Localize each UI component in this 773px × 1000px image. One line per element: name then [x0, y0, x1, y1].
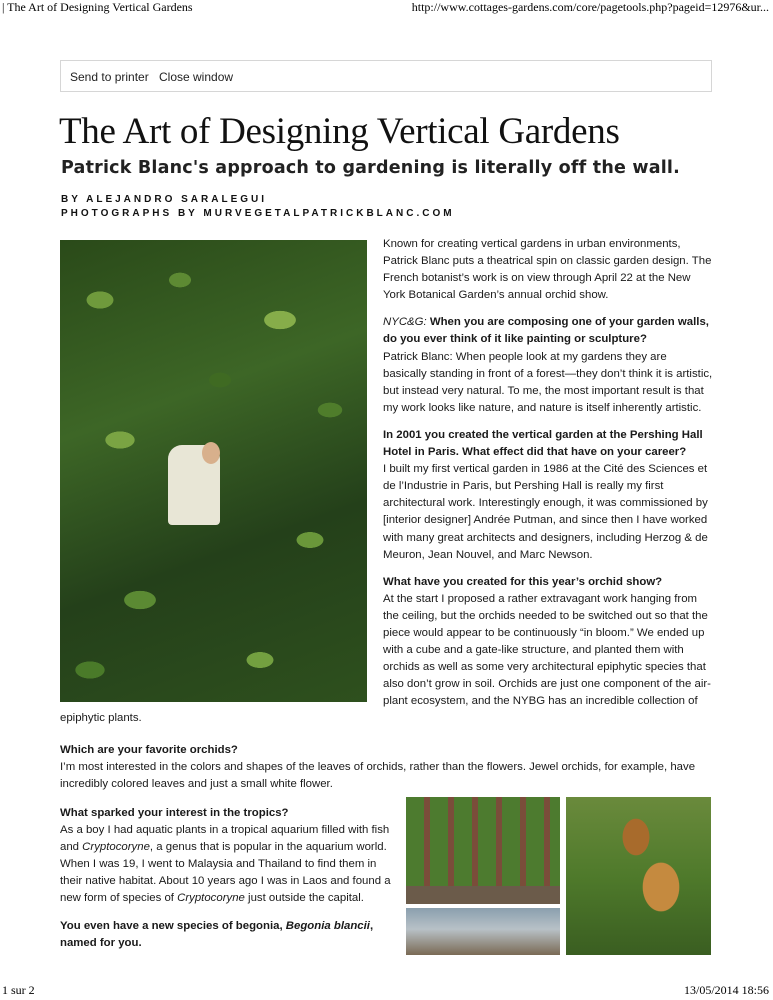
question-3: What have you created for this year’s orchid show? [383, 575, 663, 588]
page-counter: 1 sur 2 [2, 983, 35, 997]
interior-garden-wall-photo [566, 797, 711, 955]
page-url-header: http://www.cottages-gardens.com/core/pagetools.php?pageid=12976&ur... [411, 0, 769, 14]
article-column-right [383, 236, 713, 720]
question-2: In 2001 you created the vertical garden at the Pershing Hall Hotel in Paris. What effect did that have on your career? [383, 428, 703, 459]
answer-4: I’m most interested in the colors and shapes of the leaves of orchids, rather than the flowers. Jewel orchids, for example, have incredibly colored leaves and just a small white flower. [60, 761, 696, 791]
answer-2: I built my first vertical garden in 1986 at the Cité des Sciences et de l’Industrie in Paris, but Pershing Hall is really my first architectural work. Interestingly enough, it was commissioned by [interior designer] Andrée Putman, and since then I have worked with many great architects and designers, including Herzog & de Meuron, Jean Nouvel, and Marc Newson. [383, 463, 708, 561]
question-6 [60, 918, 400, 952]
send-to-printer-link[interactable]: Send to printer [70, 70, 149, 84]
print-header [0, 0, 773, 16]
answer-5-genus-2: Cryptocoryne [177, 892, 245, 905]
answer-5-text-3: just outside the capital. [244, 892, 364, 905]
print-footer [0, 984, 773, 1000]
article-subtitle: Patrick Blanc's approach to gardening is literally off the wall. [61, 158, 680, 178]
answer-5-text-1: As a boy I had aquatic plants in a tropical aquarium filled with fish and [60, 824, 390, 854]
qa-block-1 [383, 314, 713, 417]
byline-photographer: PHOTOGRAPHS BY MURVEGETALPATRICKBLANC.COM [61, 208, 455, 219]
question-4: Which are your favorite orchids? [60, 744, 238, 756]
question-6-text-2: , named for you. [60, 919, 374, 949]
article-column-left-bottom [60, 805, 400, 962]
close-window-link[interactable]: Close window [159, 70, 234, 84]
answer-5-genus-1: Cryptocoryne [82, 841, 150, 854]
qa-block-5 [60, 805, 400, 908]
atrium-garden-photo [406, 908, 560, 955]
article-title: The Art of Designing Vertical Gardens [59, 111, 620, 152]
answer-5-text-2: , a genus that is popular in the aquarium world. When I was 19, I went to Malaysia and Thailand to find them in their native habitat. About 10 years ago I was in Laos and found a new form of species of [60, 841, 391, 905]
intro-paragraph: Known for creating vertical gardens in urban environments, Patrick Blanc puts a theatrical spin on classic garden design. The French botanist’s work is on view through April 22 at the New York Botanical Garden’s annual orchid show. [383, 238, 712, 302]
qa-block-4 [60, 742, 713, 793]
print-datetime: 13/05/2014 18:56 [683, 983, 769, 997]
vertical-garden-portrait-photo [60, 240, 367, 702]
answer-3: At the start I proposed a rather extravagant work hanging from the ceiling, but the orchids needed to be switched out so that the piece would appear to be continuously “in bloom.” We ended up with a cube and a gate-like structure, and planted them with orchids as well as some very architectural epiphytic species that also don’t grow in soil. Orchids are just one component of the air-plant ecosystem, and the NYBG has an incredible collection of [383, 592, 711, 708]
page-tools-bar [60, 60, 712, 92]
question-6-text-1: You even have a new species of begonia, [60, 919, 286, 932]
question-1: When you are composing one of your garden walls, do you ever think of it like painting or sculpture? [383, 316, 709, 346]
interviewer-prefix: NYC&G: [383, 316, 427, 329]
question-6-species: Begonia blancii [285, 919, 370, 932]
qa-block-2 [383, 427, 713, 564]
qa-block-3 [383, 574, 713, 711]
answer-3-continuation: epiphytic plants. [60, 712, 142, 724]
answer-1: Patrick Blanc: When people look at my gardens they are basically standing in front of a forest—they don’t think it is artistic, but instead very natural. To me, the most important result is that my work looks like nature, and nature is itself inherently artistic. [383, 350, 713, 414]
building-facade-garden-photo [406, 797, 560, 904]
page-title-header: | The Art of Designing Vertical Gardens [2, 0, 193, 14]
photo-person-head [202, 442, 220, 464]
byline-author: BY ALEJANDRO SARALEGUI [61, 194, 268, 205]
question-5: What sparked your interest in the tropics? [60, 807, 289, 819]
